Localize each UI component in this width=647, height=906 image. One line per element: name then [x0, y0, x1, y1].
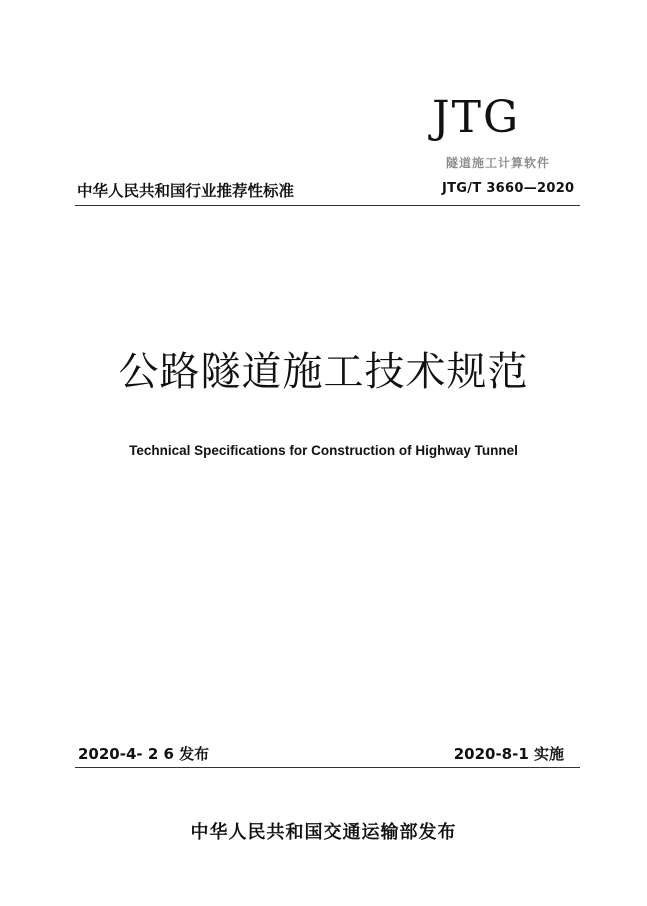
- header-divider: [75, 205, 580, 206]
- document-title-english: Technical Specifications for Construction of Highway Tunnel: [129, 443, 518, 458]
- footer-divider: [75, 767, 580, 768]
- standard-number: JTG/T 3660—2020: [442, 181, 575, 196]
- document-title-chinese: 公路隧道施工技术规范: [118, 349, 529, 395]
- issue-date: 2020-4- 2 6 发布: [78, 745, 210, 763]
- jtg-logo: JTG: [432, 92, 521, 143]
- standard-category: 中华人民共和国行业推荐性标准: [77, 182, 295, 200]
- publisher: 中华人民共和国交通运输部发布: [190, 822, 457, 843]
- watermark-text: 隧道施工计算软件: [446, 156, 551, 170]
- effective-date: 2020-8-1 实施: [453, 745, 564, 763]
